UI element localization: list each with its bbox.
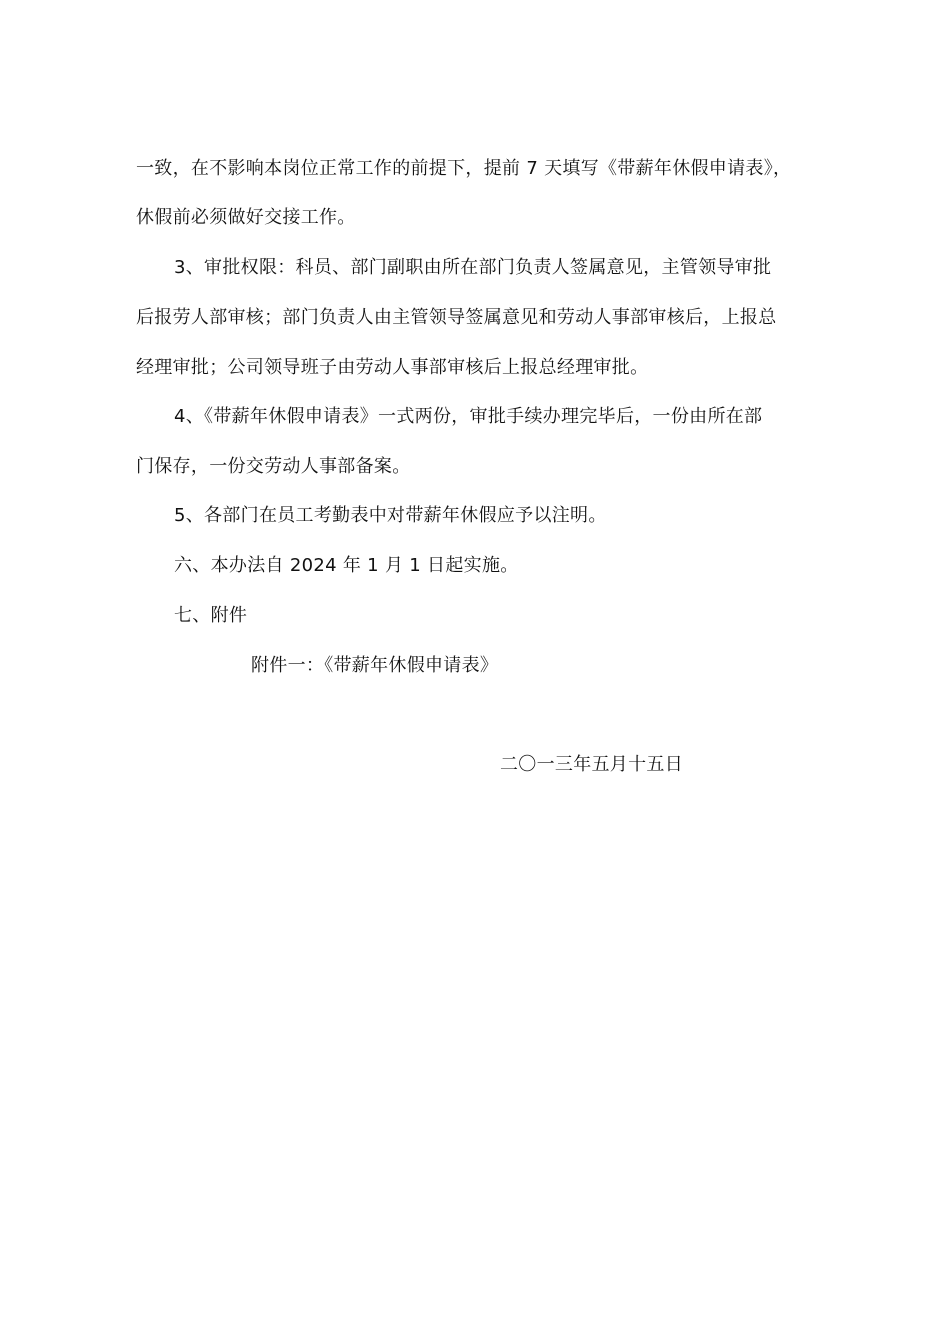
- paragraph-line: 经理审批；公司领导班子由劳动人事部审核后上报总经理审批。: [136, 357, 649, 378]
- paragraph-line: 门保存，一份交劳动人事部备案。: [136, 456, 411, 477]
- paragraph-line: 5、各部门在员工考勤表中对带薪年休假应予以注明。: [174, 505, 607, 526]
- paragraph-line: 六、本办法自 2024 年 1 月 1 日起实施。: [174, 555, 519, 576]
- paragraph-line: 后报劳人部审核；部门负责人由主管领导签属意见和劳动人事部审核后，上报总: [136, 307, 777, 328]
- attachment-line: 附件一：《带薪年休假申请表》: [251, 655, 499, 676]
- section-heading: 七、附件: [174, 605, 248, 626]
- document-date: 二〇一三年五月十五日: [500, 754, 683, 775]
- paragraph-line: 一致，在不影响本岗位正常工作的前提下，提前 7 天填写《带薪年休假申请表》，: [136, 158, 792, 179]
- paragraph-line: 休假前必须做好交接工作。: [136, 207, 356, 228]
- paragraph-line: 4、《带薪年休假申请表》一式两份，审批手续办理完毕后，一份由所在部: [174, 406, 763, 427]
- paragraph-line: 3、审批权限：科员、部门副职由所在部门负责人签属意见，主管领导审批: [174, 257, 772, 278]
